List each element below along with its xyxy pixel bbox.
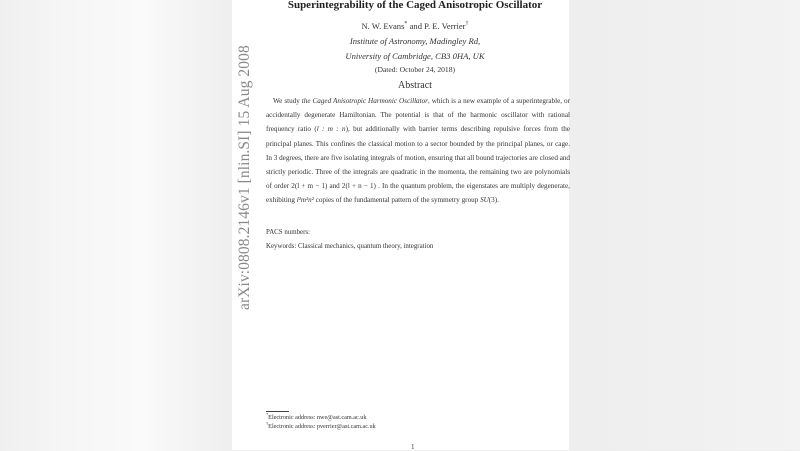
author-line: [232, 21, 598, 31]
footnote-text: Electronic address: nwe@ast.cam.ac.uk: [268, 414, 367, 421]
footnote-rule: [266, 411, 289, 412]
author-verrier: P. E. Verrier: [424, 21, 466, 31]
paper-title: Superintegrability of the Caged Anisotropic Oscillator: [287, 0, 543, 11]
math-ratio: l : m : n: [316, 125, 346, 134]
abstract-body: [266, 94, 570, 208]
math-group-arg: (3).: [488, 196, 499, 205]
dated-line: (Dated: October 24, 2018): [374, 65, 456, 74]
footnote-mark: †: [465, 21, 469, 28]
abstract-text: We study: [273, 97, 302, 105]
abstract-text: , which is a new example of a superintegrable, or accidentally degenerate Hamiltonian. The potential is that of the harmonic oscillator with rational frequency ratio (: [266, 97, 570, 134]
math-degeneracy: l²m²n²: [296, 196, 314, 205]
author-evans: N. W. Evans: [361, 21, 405, 31]
model-name: the Caged Anisotropic Harmonic Oscillator: [301, 97, 428, 105]
page-number: 1: [411, 443, 415, 451]
footnote-2: [266, 420, 376, 430]
abstract-text: . In the quantum problem, the eigenstates are multiply degenerate, exhibiting: [266, 182, 570, 205]
abstract-paragraph: [266, 94, 570, 208]
footnote-mark: *: [266, 411, 269, 417]
footnote-text: Electronic address: pverrier@ast.cam.ac.uk: [268, 423, 376, 430]
abstract-text: and: [327, 182, 342, 191]
footnote-1: [266, 411, 367, 421]
author-conjunction: and: [407, 21, 425, 31]
affiliation-line-1: Institute of Astronomy, Madingley Rd,: [349, 36, 481, 46]
affiliation-line-2: University of Cambridge, CB3 0HA, UK: [345, 51, 485, 61]
abstract-heading: Abstract: [398, 80, 432, 91]
math-group: SU: [480, 196, 489, 205]
footnote-mark: †: [266, 420, 269, 426]
footnote-mark: *: [404, 21, 408, 28]
abstract-text: copies of the fundamental pattern of the symmetry group: [313, 196, 481, 205]
pacs-numbers: PACS numbers:: [266, 229, 310, 236]
math-order-1: 2(l + m − 1): [291, 182, 328, 191]
abstract-text: ), but additionally with barrier terms describing repulsive forces from the principal planes. This confines the classical motion to a sector bounded by the principal planes, or cage. In 3 degrees, there are five isolating integrals of motion, ensuring that all bound trajectories are closed and strictly periodic. Three of the integrals are quadratic in the momenta, the remaining two are polynomials of order: [266, 125, 570, 191]
viewer-background-right: [569, 0, 800, 450]
keywords: Keywords: Classical mechanics, quantum theory, integration: [266, 243, 434, 250]
math-order-2: 2(l + n − 1): [341, 182, 376, 191]
arxiv-stamp: arXiv:0808.2146v1 [nlin.SI] 15 Aug 2008: [236, 45, 253, 310]
